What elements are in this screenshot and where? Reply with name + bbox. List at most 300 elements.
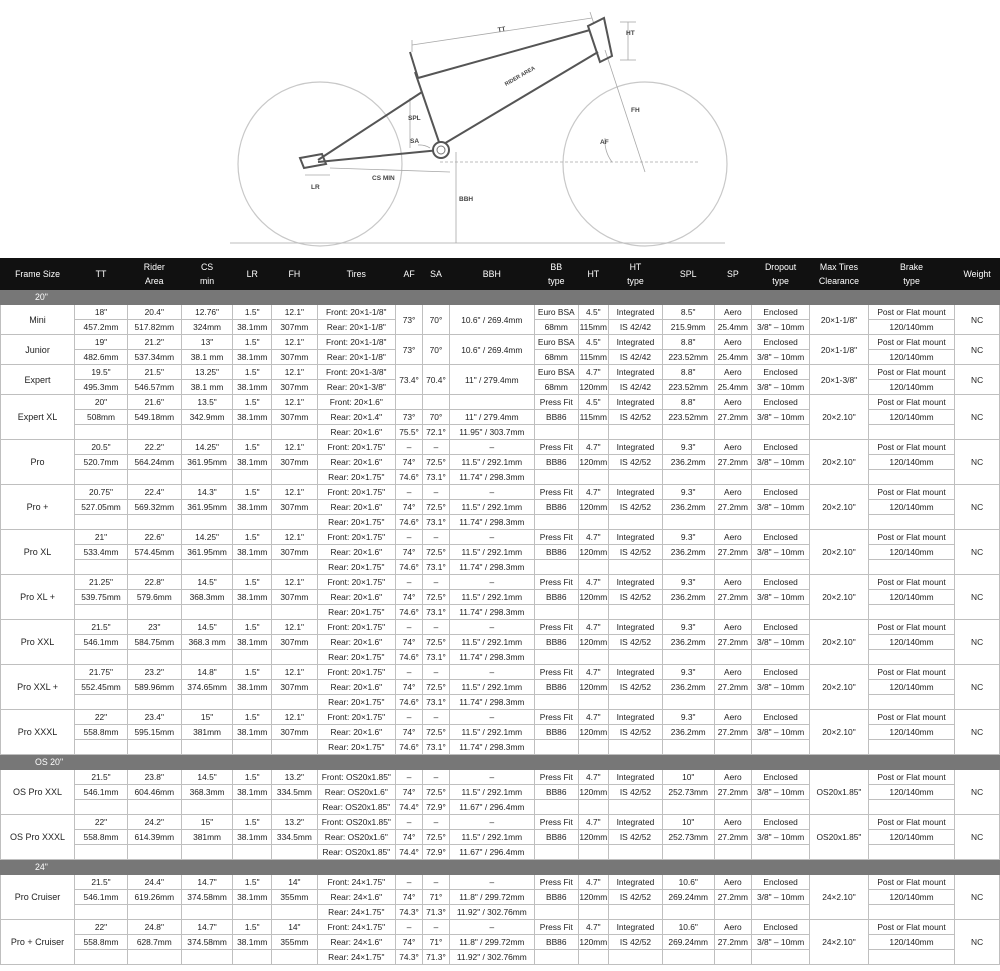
spec-cell-sp: Aero [714, 365, 752, 380]
column-header-line: SP [727, 269, 739, 279]
frame-size-cell: Junior [1, 335, 75, 365]
spec-cell-brake [868, 740, 954, 755]
spec-cell-fh: 307mm [272, 725, 318, 740]
spec-cell-cs [181, 560, 233, 575]
spec-cell-dropout: Enclosed [752, 440, 810, 455]
spec-cell-spl: 236.2mm [662, 635, 714, 650]
spec-cell-tt: 22" [75, 710, 128, 725]
spec-cell-spl: 9.3" [662, 620, 714, 635]
spec-cell-sp [714, 650, 752, 665]
spec-cell-spl: 9.3" [662, 710, 714, 725]
spec-cell-tt: 457.2mm [75, 320, 128, 335]
spec-cell-ra: 579.6mm [127, 590, 181, 605]
spec-cell-cs: 381mm [181, 830, 233, 845]
label-spl: SPL [408, 115, 421, 122]
table-row [1, 620, 1000, 635]
spec-cell-af: 74° [395, 890, 422, 905]
spec-cell-httype [609, 560, 663, 575]
spec-cell-ht: 120mm [578, 500, 608, 515]
spec-cell-ht: 4.7" [578, 875, 608, 890]
spec-cell-httype [609, 515, 663, 530]
spec-cell-bbh: 11.67" / 296.4mm [449, 845, 534, 860]
spec-cell-lr: 38.1mm [233, 410, 272, 425]
column-header-line: SPL [679, 269, 697, 279]
spec-cell-sa: 72.9° [423, 845, 449, 860]
spec-cell-bbh: 11.74" / 298.3mm [449, 650, 534, 665]
spec-cell-cs [181, 695, 233, 710]
spec-cell-brake [868, 425, 954, 440]
spec-cell-brake: Post or Flat mount [868, 485, 954, 500]
label-tt: TT [497, 25, 507, 34]
spec-cell-fh [272, 800, 318, 815]
spec-cell-httype: Integrated [609, 575, 663, 590]
column-header-line: Max Tires [819, 262, 859, 272]
spec-cell-sa: 73.1° [423, 605, 449, 620]
spec-cell-fh: 307mm [272, 350, 318, 365]
spec-cell-ra: 569.32mm [127, 500, 181, 515]
spec-cell-bbtype: Euro BSA [534, 335, 578, 350]
spec-cell-httype [609, 845, 663, 860]
column-header-line: HT [587, 269, 600, 279]
spec-cell-lr [233, 950, 272, 965]
spec-cell-ht: 4.7" [578, 710, 608, 725]
spec-cell-sp [714, 800, 752, 815]
column-header [449, 259, 534, 290]
spec-cell-lr: 1.5" [233, 815, 272, 830]
spec-cell-ra: 537.34mm [127, 350, 181, 365]
spec-cell-fh: 334.5mm [272, 830, 318, 845]
spec-cell-cs: 14.25" [181, 440, 233, 455]
spec-cell-spl [662, 470, 714, 485]
spec-cell-ra: 595.15mm [127, 725, 181, 740]
spec-cell-httype [609, 740, 663, 755]
spec-cell-dropout: 3/8" – 10mm [752, 320, 810, 335]
spec-cell-af: 74° [395, 545, 422, 560]
spec-cell-af: 74° [395, 635, 422, 650]
spec-cell-sp: 27.2mm [714, 935, 752, 950]
spec-cell-fh [272, 650, 318, 665]
spec-cell-sa: 72.5° [423, 500, 449, 515]
spec-cell-ht [578, 470, 608, 485]
frame-size-cell: Pro XL [1, 530, 75, 575]
spec-cell-brake: 120/140mm [868, 725, 954, 740]
spec-cell-ra [127, 695, 181, 710]
spec-cell-lr: 1.5" [233, 395, 272, 410]
spec-cell-ra: 574.45mm [127, 545, 181, 560]
spec-cell-spl: 9.3" [662, 530, 714, 545]
spec-cell-weight: NC [955, 485, 1000, 530]
spec-cell-httype [609, 650, 663, 665]
spec-cell-ra: 628.7mm [127, 935, 181, 950]
spec-cell-sa: 73.1° [423, 515, 449, 530]
spec-cell-lr [233, 650, 272, 665]
spec-cell-tt: 20.5" [75, 440, 128, 455]
spec-cell-max-tires: OS20x1.85" [810, 815, 869, 860]
frame-size-cell: Pro XL + [1, 575, 75, 620]
spec-cell-spl: 9.3" [662, 665, 714, 680]
spec-cell-cs: 14.3" [181, 485, 233, 500]
spec-cell-lr: 1.5" [233, 365, 272, 380]
spec-cell-brake: 120/140mm [868, 935, 954, 950]
spec-cell-ra: 23.4" [127, 710, 181, 725]
spec-cell-max-tires: 20×1-1/8" [810, 305, 869, 335]
spec-cell-cs: 368.3 mm [181, 635, 233, 650]
column-header [395, 259, 422, 290]
spec-cell-httype: IS 42/52 [609, 455, 663, 470]
spec-cell-httype: Integrated [609, 665, 663, 680]
spec-cell-cs: 12.76" [181, 305, 233, 320]
spec-cell-dropout: Enclosed [752, 710, 810, 725]
spec-cell-dropout: Enclosed [752, 620, 810, 635]
spec-cell-ra [127, 470, 181, 485]
spec-cell-fh: 307mm [272, 320, 318, 335]
spec-cell-bbtype: Press Fit [534, 770, 578, 785]
spec-cell-dropout: 3/8" – 10mm [752, 545, 810, 560]
spec-cell-cs: 38.1 mm [181, 380, 233, 395]
spec-cell-max-tires: 20×2.10" [810, 395, 869, 440]
column-header [714, 259, 752, 290]
spec-cell-cs [181, 425, 233, 440]
spec-cell-bbh [449, 395, 534, 410]
spec-cell-spl: 8.8" [662, 395, 714, 410]
spec-cell-tt [75, 740, 128, 755]
spec-cell-fh: 12.1" [272, 665, 318, 680]
group-label: 20" [1, 290, 1000, 305]
spec-cell-bbh: 11.5" / 292.1mm [449, 725, 534, 740]
spec-cell-bbh: – [449, 665, 534, 680]
spec-cell-lr: 38.1mm [233, 380, 272, 395]
spec-cell-tires: Front: 20×1.75" [317, 665, 395, 680]
spec-cell-ht: 115mm [578, 320, 608, 335]
spec-cell-bbtype: Euro BSA [534, 365, 578, 380]
spec-cell-fh [272, 425, 318, 440]
spec-cell-ra [127, 905, 181, 920]
spec-cell-fh [272, 560, 318, 575]
spec-cell-httype [609, 695, 663, 710]
spec-cell-lr: 38.1mm [233, 635, 272, 650]
spec-cell-httype: Integrated [609, 875, 663, 890]
spec-cell-sa: 72.5° [423, 785, 449, 800]
spec-cell-lr: 1.5" [233, 305, 272, 320]
spec-cell-bbh: 11.92" / 302.76mm [449, 905, 534, 920]
spec-cell-tt [75, 800, 128, 815]
spec-cell-brake [868, 845, 954, 860]
spec-cell-max-tires: 24×2.10" [810, 875, 869, 920]
frame-size-cell: Pro + Cruiser [1, 920, 75, 965]
column-header-line: AF [403, 269, 415, 279]
spec-cell-spl: 236.2mm [662, 500, 714, 515]
spec-cell-brake: 120/140mm [868, 500, 954, 515]
spec-cell-sp [714, 560, 752, 575]
column-header [868, 259, 954, 290]
spec-cell-httype: IS 42/52 [609, 830, 663, 845]
column-header-line: HT [629, 262, 642, 272]
spec-cell-sp: Aero [714, 395, 752, 410]
spec-cell-af: 74° [395, 680, 422, 695]
spec-cell-bbh: 11.74" / 298.3mm [449, 515, 534, 530]
spec-cell-ra: 619.26mm [127, 890, 181, 905]
spec-cell-sp: 27.2mm [714, 830, 752, 845]
group-label: OS 20" [1, 755, 1000, 770]
spec-cell-fh: 12.1" [272, 620, 318, 635]
spec-cell-lr [233, 560, 272, 575]
spec-cell-bbtype: BB86 [534, 500, 578, 515]
spec-cell-weight: NC [955, 440, 1000, 485]
spec-cell-bbh: 11.5" / 292.1mm [449, 545, 534, 560]
spec-cell-dropout: 3/8" – 10mm [752, 725, 810, 740]
column-header [423, 259, 449, 290]
spec-cell-brake: Post or Flat mount [868, 335, 954, 350]
column-header-line: BB [550, 262, 563, 272]
spec-cell-brake: 120/140mm [868, 830, 954, 845]
spec-cell-ra [127, 605, 181, 620]
spec-cell-ht [578, 905, 608, 920]
spec-cell-httype: IS 42/52 [609, 500, 663, 515]
spec-cell-tt: 533.4mm [75, 545, 128, 560]
spec-cell-bbtype: Press Fit [534, 665, 578, 680]
spec-cell-tires: Rear: 24×1.75" [317, 905, 395, 920]
spec-cell-brake: Post or Flat mount [868, 815, 954, 830]
spec-cell-tt: 19.5" [75, 365, 128, 380]
spec-cell-bbtype: BB86 [534, 635, 578, 650]
table-row [1, 395, 1000, 410]
spec-cell-httype: Integrated [609, 395, 663, 410]
spec-cell-spl: 10.6" [662, 920, 714, 935]
spec-cell-httype: IS 42/52 [609, 725, 663, 740]
spec-cell-httype: Integrated [609, 335, 663, 350]
spec-cell-brake [868, 950, 954, 965]
column-header-line: Tires [346, 269, 366, 279]
spec-cell-af: 74.6° [395, 650, 422, 665]
spec-cell-sp: 27.2mm [714, 455, 752, 470]
spec-cell-cs [181, 845, 233, 860]
spec-cell-lr: 1.5" [233, 485, 272, 500]
spec-cell-ra: 517.82mm [127, 320, 181, 335]
spec-cell-lr: 1.5" [233, 335, 272, 350]
spec-cell-brake: 120/140mm [868, 635, 954, 650]
spec-cell-fh: 12.1" [272, 395, 318, 410]
spec-cell-tt: 21" [75, 530, 128, 545]
label-bbh: BBH [459, 196, 474, 203]
spec-cell-lr: 38.1mm [233, 500, 272, 515]
column-header-line: Rider [143, 262, 165, 272]
spec-cell-weight: NC [955, 620, 1000, 665]
spec-cell-lr: 38.1mm [233, 680, 272, 695]
spec-cell-sp [714, 605, 752, 620]
spec-cell-tt: 21.5" [75, 875, 128, 890]
spec-cell-ra [127, 740, 181, 755]
spec-cell-bbh: 11.95" / 303.7mm [449, 425, 534, 440]
spec-cell-tt [75, 515, 128, 530]
spec-cell-spl: 223.52mm [662, 410, 714, 425]
spec-cell-af: – [395, 710, 422, 725]
spec-cell-tt [75, 950, 128, 965]
spec-cell-httype: IS 42/52 [609, 785, 663, 800]
spec-cell-bbtype [534, 470, 578, 485]
spec-cell-bbtype: BB86 [534, 410, 578, 425]
spec-cell-dropout: 3/8" – 10mm [752, 785, 810, 800]
spec-cell-sa: 72.5° [423, 830, 449, 845]
spec-cell-af: – [395, 485, 422, 500]
spec-cell-fh: 12.1" [272, 575, 318, 590]
spec-cell-ra: 24.2" [127, 815, 181, 830]
spec-cell-fh: 355mm [272, 890, 318, 905]
spec-cell-lr [233, 845, 272, 860]
label-ht: HT [626, 30, 635, 37]
spec-cell-ht: 120mm [578, 680, 608, 695]
spec-cell-bbh: – [449, 485, 534, 500]
spec-cell-dropout: Enclosed [752, 815, 810, 830]
spec-cell-bbtype: BB86 [534, 890, 578, 905]
spec-cell-brake: Post or Flat mount [868, 305, 954, 320]
spec-cell-dropout: 3/8" – 10mm [752, 455, 810, 470]
spec-cell-sp [714, 515, 752, 530]
spec-cell-tires: Rear: 20×1.75" [317, 605, 395, 620]
spec-cell-sa: – [423, 530, 449, 545]
spec-cell-sa: – [423, 575, 449, 590]
spec-cell-spl: 236.2mm [662, 545, 714, 560]
spec-cell-ra: 564.24mm [127, 455, 181, 470]
table-row [1, 710, 1000, 725]
spec-cell-bbtype [534, 845, 578, 860]
spec-cell-ra: 21.2" [127, 335, 181, 350]
spec-cell-bbh: – [449, 530, 534, 545]
spec-cell-brake: Post or Flat mount [868, 620, 954, 635]
spec-cell-tt: 21.5" [75, 770, 128, 785]
spec-cell-ra: 546.57mm [127, 380, 181, 395]
spec-cell-tires: Rear: OS20x1.6" [317, 785, 395, 800]
spec-cell-lr [233, 695, 272, 710]
spec-cell-brake: 120/140mm [868, 785, 954, 800]
spec-cell-tires: Front: 20×1-1/8" [317, 335, 395, 350]
spec-cell-sp: 25.4mm [714, 380, 752, 395]
spec-cell-af: 74.6° [395, 470, 422, 485]
spec-cell-sp: Aero [714, 335, 752, 350]
spec-cell-max-tires: 20×2.10" [810, 575, 869, 620]
spec-cell-bbtype: Press Fit [534, 875, 578, 890]
spec-cell-fh: 355mm [272, 935, 318, 950]
spec-cell-ht [578, 650, 608, 665]
spec-cell-sp: Aero [714, 305, 752, 320]
spec-cell-httype: Integrated [609, 620, 663, 635]
spec-cell-ht: 115mm [578, 350, 608, 365]
spec-cell-ht: 4.7" [578, 365, 608, 380]
spec-cell-ht: 4.7" [578, 770, 608, 785]
spec-cell-lr: 1.5" [233, 530, 272, 545]
spec-cell-bbh: 10.6" / 269.4mm [449, 335, 534, 365]
spec-cell-af: 74.3° [395, 905, 422, 920]
column-header [752, 259, 810, 290]
spec-cell-spl: 236.2mm [662, 725, 714, 740]
spec-cell-tt [75, 845, 128, 860]
spec-cell-sa: 72.5° [423, 455, 449, 470]
spec-cell-ht: 4.7" [578, 620, 608, 635]
spec-cell-weight: NC [955, 395, 1000, 440]
spec-cell-cs: 342.9mm [181, 410, 233, 425]
spec-cell-lr: 1.5" [233, 710, 272, 725]
spec-cell-bbh: 11.5" / 292.1mm [449, 830, 534, 845]
spec-cell-sp [714, 740, 752, 755]
spec-cell-bbtype: Press Fit [534, 815, 578, 830]
front-wheel [563, 82, 727, 246]
spec-cell-ra: 23.8" [127, 770, 181, 785]
spec-cell-tires: Rear: 20×1-3/8" [317, 380, 395, 395]
spec-cell-sp: Aero [714, 875, 752, 890]
spec-cell-spl [662, 905, 714, 920]
spec-cell-spl: 236.2mm [662, 680, 714, 695]
spec-cell-ra: 22.2" [127, 440, 181, 455]
spec-cell-dropout: Enclosed [752, 920, 810, 935]
spec-cell-af: 74° [395, 725, 422, 740]
spec-cell-bbtype [534, 425, 578, 440]
spec-cell-fh: 307mm [272, 680, 318, 695]
spec-cell-bbh: 11.5" / 292.1mm [449, 500, 534, 515]
spec-cell-ra [127, 560, 181, 575]
spec-cell-httype [609, 605, 663, 620]
spec-cell-spl: 9.3" [662, 575, 714, 590]
spec-cell-tt [75, 425, 128, 440]
spec-cell-tires: Rear: 20×1.6" [317, 590, 395, 605]
bottom-bracket [433, 142, 449, 158]
label-cs-min: CS MIN [372, 175, 395, 182]
spec-cell-ht [578, 740, 608, 755]
spec-cell-lr: 38.1mm [233, 590, 272, 605]
frame-size-cell: Pro + [1, 485, 75, 530]
column-header [810, 259, 869, 290]
spec-cell-bbh: 11.5" / 292.1mm [449, 455, 534, 470]
spec-cell-sp: Aero [714, 440, 752, 455]
spec-cell-tires: Rear: OS20x1.6" [317, 830, 395, 845]
spec-cell-lr: 38.1mm [233, 935, 272, 950]
spec-cell-lr [233, 425, 272, 440]
spec-cell-sa: 72.9° [423, 800, 449, 815]
spec-cell-weight: NC [955, 920, 1000, 965]
column-header [127, 259, 181, 290]
spec-cell-af: 74.4° [395, 800, 422, 815]
spec-cell-bbh: 11.5" / 292.1mm [449, 785, 534, 800]
spec-cell-spl: 10" [662, 815, 714, 830]
spec-cell-brake: Post or Flat mount [868, 665, 954, 680]
spec-cell-cs: 374.65mm [181, 680, 233, 695]
column-header [609, 259, 663, 290]
spec-cell-tires: Rear: 20×1.6" [317, 725, 395, 740]
spec-cell-httype: Integrated [609, 710, 663, 725]
spec-cell-dropout: 3/8" – 10mm [752, 590, 810, 605]
spec-cell-dropout [752, 695, 810, 710]
spec-cell-max-tires: 20×2.10" [810, 440, 869, 485]
spec-cell-sp: Aero [714, 620, 752, 635]
spec-cell-tires: Front: 20×1.6" [317, 395, 395, 410]
spec-cell-sa: 70° [423, 410, 449, 425]
spec-cell-fh [272, 740, 318, 755]
spec-cell-ra: 22.6" [127, 530, 181, 545]
spec-cell-spl: 8.8" [662, 365, 714, 380]
spec-cell-bbtype: 68mm [534, 380, 578, 395]
spec-cell-tt: 508mm [75, 410, 128, 425]
spec-cell-fh: 307mm [272, 545, 318, 560]
spec-cell-bbtype: Press Fit [534, 710, 578, 725]
spec-cell-dropout: 3/8" – 10mm [752, 890, 810, 905]
spec-cell-httype: Integrated [609, 815, 663, 830]
spec-cell-brake [868, 605, 954, 620]
spec-cell-cs [181, 605, 233, 620]
spec-cell-fh: 334.5mm [272, 785, 318, 800]
column-header-line: FH [288, 269, 301, 279]
spec-cell-spl: 8.5" [662, 305, 714, 320]
spec-cell-cs: 361.95mm [181, 455, 233, 470]
spec-cell-af: – [395, 530, 422, 545]
spec-cell-sa: 73.1° [423, 695, 449, 710]
